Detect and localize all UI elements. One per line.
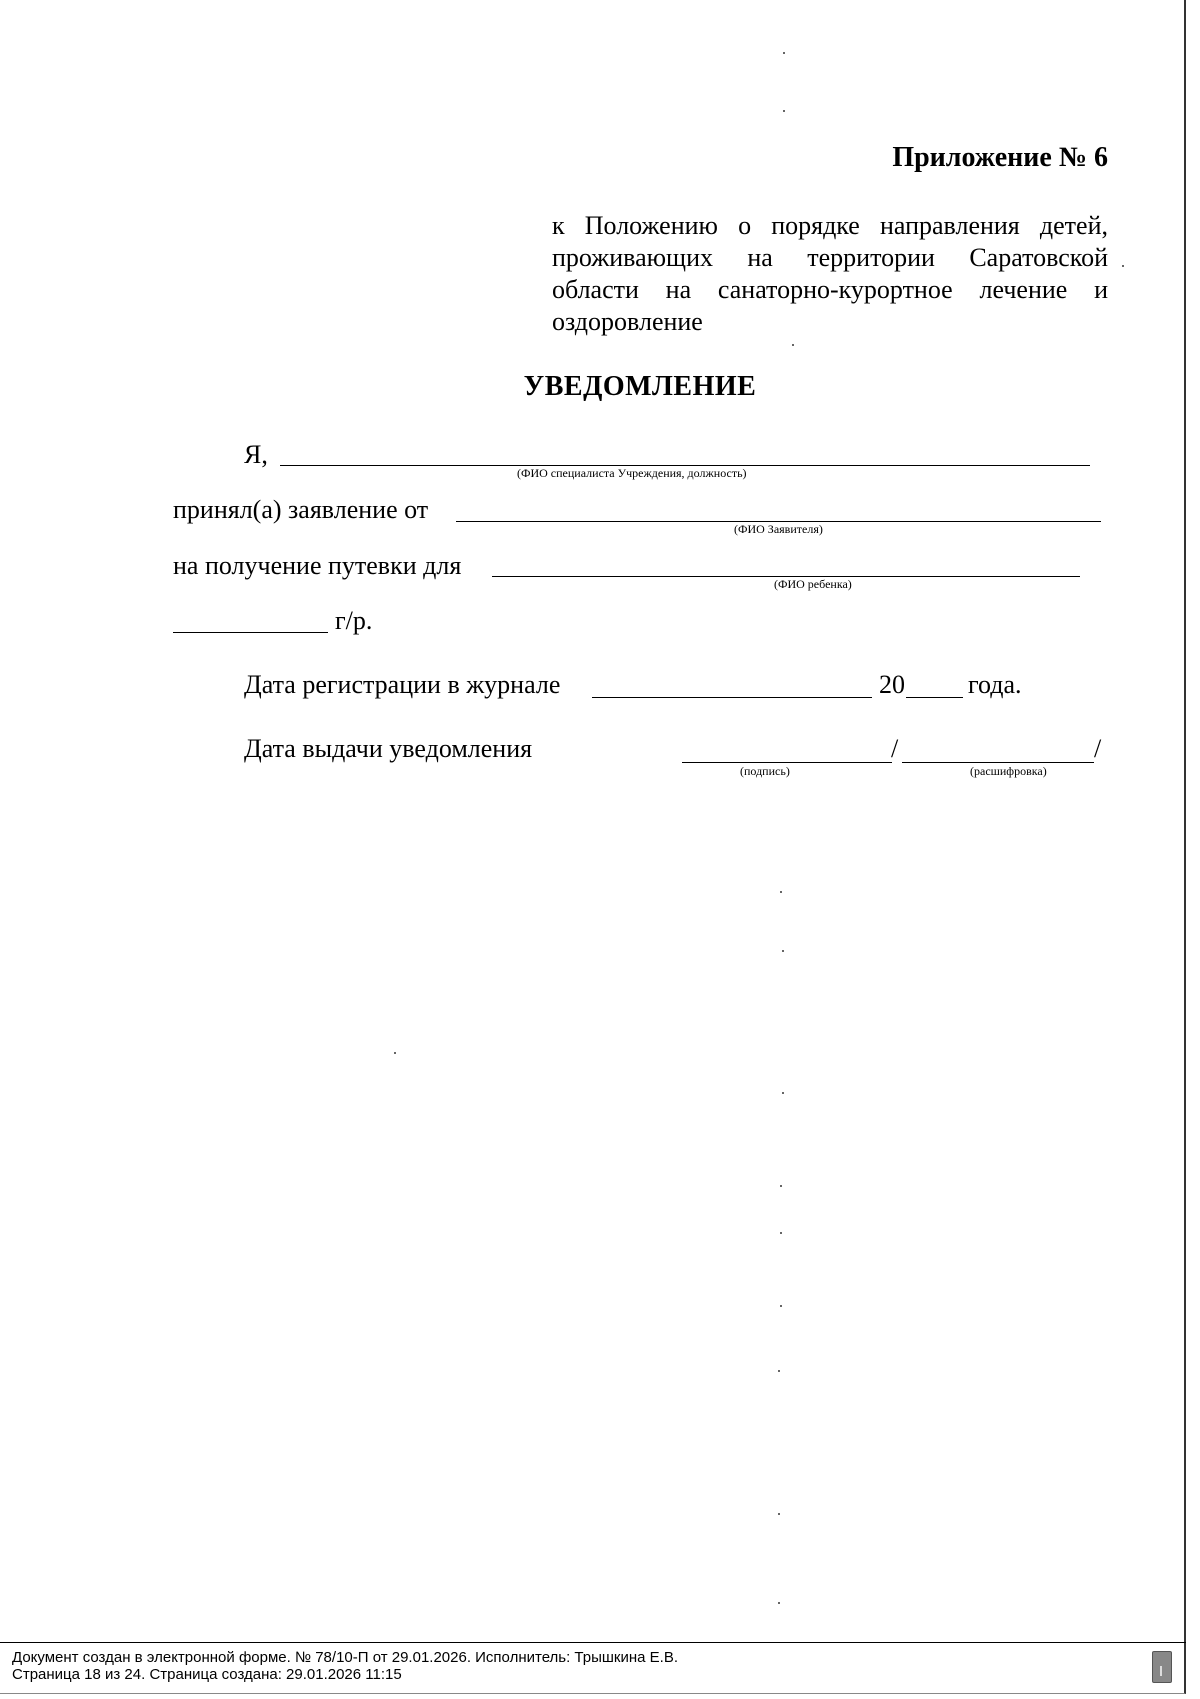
scan-speck [780, 1185, 782, 1187]
scan-speck [780, 1305, 782, 1307]
scan-speck [780, 891, 782, 893]
scan-speck [778, 1370, 780, 1372]
registration-year-suffix: года. [968, 670, 1022, 699]
scan-speck [780, 1232, 782, 1234]
registration-date-field[interactable] [592, 697, 872, 698]
emblem-icon [1152, 1651, 1172, 1683]
line2-caption: (ФИО Заявителя) [734, 522, 823, 536]
line4-suffix: г/р. [335, 606, 373, 635]
registration-year-field[interactable] [906, 697, 963, 698]
issue-label: Дата выдачи уведомления [244, 734, 533, 763]
decoding-caption: (расшифровка) [970, 764, 1047, 778]
line1-caption: (ФИО специалиста Учреждения, должность) [517, 466, 747, 480]
scan-speck [782, 950, 784, 952]
scan-speck [792, 344, 794, 346]
scan-speck [1122, 265, 1124, 267]
scan-speck [394, 1052, 396, 1054]
footer-line-2: Страница 18 из 24. Страница создана: 29.01.2026 11:15 [12, 1666, 402, 1683]
registration-label: Дата регистрации в журнале [244, 670, 561, 699]
decoding-field[interactable] [902, 762, 1094, 763]
line3-caption: (ФИО ребенка) [774, 577, 852, 591]
signature-field[interactable] [682, 762, 892, 763]
appendix-title: Приложение № 6 [892, 142, 1108, 173]
footer-line-1: Документ создан в электронной форме. № 78/10-П от 29.01.2026. Исполнитель: Трышкина Е.В. [12, 1649, 678, 1666]
document-title: УВЕДОМЛЕНИЕ [523, 371, 757, 402]
line3-prefix: на получение путевки для [173, 551, 462, 580]
signature-slash: / [891, 734, 899, 763]
registration-year-prefix: 20 [879, 670, 905, 699]
line1-prefix: Я, [244, 440, 268, 469]
scan-speck [782, 1092, 784, 1094]
scan-speck [783, 110, 785, 112]
scan-speck [778, 1602, 780, 1604]
document-footer [0, 1642, 1186, 1699]
appendix-description: к Положению о порядке направления детей, проживающих на территории Саратовской области на санаторно-курортное лечение и оздоровление [552, 211, 1108, 336]
signature-caption: (подпись) [740, 764, 790, 778]
scan-speck [778, 1513, 780, 1515]
birth-year-field[interactable] [173, 632, 328, 633]
decoding-slash: / [1094, 734, 1102, 763]
line2-prefix: принял(а) заявление от [173, 495, 429, 524]
scan-speck [783, 52, 785, 54]
